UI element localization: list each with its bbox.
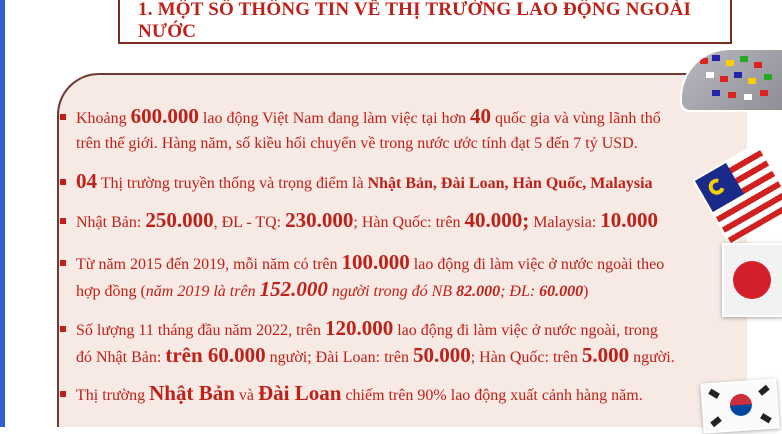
- bullet-text: Số lượng 11 tháng đầu năm 2022, trên: [76, 322, 325, 339]
- highlight-number: 10.000: [600, 208, 659, 232]
- bullet-text: chiếm trên 90% lao động xuất cảnh hàng năm.: [341, 387, 643, 404]
- taegeuk-icon: [729, 393, 752, 416]
- bullet-item: [58, 381, 728, 408]
- left-accent-bar: [0, 0, 5, 427]
- bullet-text: người; Đài Loan: trên: [265, 349, 413, 366]
- page-title: 1. MỘT SỐ THÔNG TIN VỀ THỊ TRƯỜNG LAO ĐỘNG NGOÀI NƯỚC: [138, 0, 692, 42]
- bullet-text: lao động đi làm việc ở nước ngoài theo: [409, 256, 665, 273]
- highlight-number: 04: [76, 169, 97, 193]
- highlight-number: 40.000;: [464, 208, 530, 232]
- bullet-text: lao động đi làm việc ở nước ngoài, trong: [393, 322, 658, 339]
- bullet-text: lao động Việt Nam đang làm việc tại hơn: [198, 110, 471, 127]
- highlight-number: 50.000: [412, 343, 471, 367]
- world-map-flags-icon: [680, 48, 782, 112]
- highlight-number: 152.000: [259, 277, 328, 301]
- rising-sun-icon: [733, 261, 771, 299]
- bullet-text: hợp đồng (: [76, 283, 146, 300]
- bullet-text: , ĐL - TQ:: [213, 214, 286, 231]
- bullet-item: [58, 169, 728, 196]
- bullet-text: Thị trường truyền thống và trọng điểm là: [97, 175, 368, 192]
- trigram-icon: [760, 413, 772, 423]
- highlight-number: 82.000: [456, 283, 501, 300]
- bullet-text: Từ năm 2015 đến 2019, mỗi năm có trên: [76, 256, 342, 273]
- highlight-number: trên 60.000: [165, 343, 266, 367]
- bullet-text: Thị trường: [76, 387, 150, 404]
- japan-flag-icon: [722, 243, 782, 317]
- bullet-text: Khoảng: [76, 110, 131, 127]
- bullet-item: [58, 250, 728, 304]
- highlight-number: 600.000: [130, 104, 199, 128]
- bullet-text: ; Hàn Quốc: trên: [470, 349, 582, 366]
- bullet-item: [58, 104, 728, 156]
- highlight-number: Đài Loan: [258, 381, 342, 405]
- highlight-number: 230.000: [285, 208, 354, 232]
- bullet-text: trên thế giới. Hàng năm, số kiều hối chuyển về trong nước ước tính đạt 5 đến 7 tỷ USD.: [76, 135, 638, 152]
- bullet-text: ): [583, 283, 589, 300]
- highlight-number: 5.000: [581, 343, 630, 367]
- bullet-text: Nhật Bản:: [76, 214, 146, 231]
- highlight-number: 40: [470, 104, 492, 128]
- bullet-text: ; Hàn Quốc: trên: [353, 214, 465, 231]
- trigram-icon: [710, 416, 722, 427]
- bullet-text: đó Nhật Bản:: [76, 349, 166, 366]
- bullet-text: và: [234, 387, 259, 404]
- bullet-item: [58, 208, 728, 235]
- bullet-text: người trong đó NB: [327, 283, 457, 300]
- bullet-text: quốc gia và vùng lãnh thổ: [491, 110, 661, 127]
- highlight-number: 60.000: [539, 283, 584, 300]
- highlight-number: 250.000: [145, 208, 214, 232]
- highlight-number: 120.000: [324, 316, 394, 340]
- trigram-icon: [758, 385, 770, 396]
- bullet-text: ; ĐL:: [500, 283, 540, 300]
- highlight-number: 100.000: [341, 250, 410, 274]
- bullet-text: người.: [629, 349, 675, 366]
- market-list: Nhật Bản, Đài Loan, Hàn Quốc, Malaysia: [367, 175, 653, 192]
- bullet-text: năm 2019 là trên: [145, 283, 260, 300]
- bullet-text: Malaysia:: [529, 214, 601, 231]
- title-box: [118, 0, 732, 44]
- bullet-item: [58, 316, 728, 370]
- highlight-number: Nhật Bản: [149, 381, 235, 405]
- world-map-flags-graphic: [682, 50, 782, 110]
